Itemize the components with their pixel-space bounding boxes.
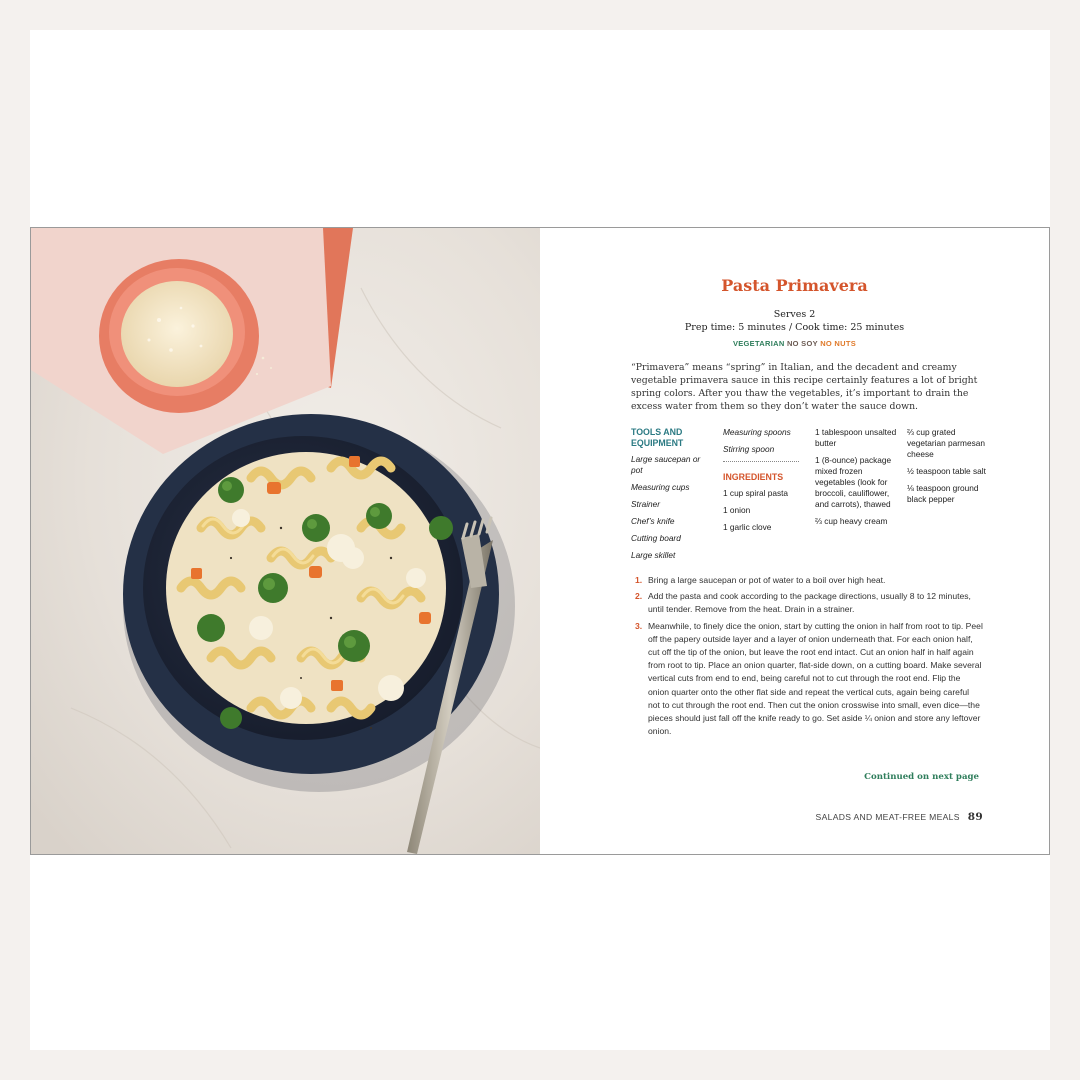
tag-vegetarian: VEGETARIAN [732,339,785,348]
ingredient-item: 1 garlic clove [723,522,772,532]
ingredient-item: 1 cup spiral pasta [723,488,789,498]
book-spread [30,227,1050,855]
page-number: 89 [967,811,983,823]
step-item [635,574,983,587]
tag-no-nuts: NO NUTS [820,339,857,348]
step-text: Add the pasta and cook according to the package directions, usually 8 to 12 minutes, until tender. Remove from the heat. Drain in a strainer. [648,591,971,615]
recipe-page [540,228,1049,854]
continued-note: Continued on next page [864,772,979,782]
ingredients-column-4 [907,427,987,511]
tool-item: Measuring cups [631,482,690,492]
ingredient-item: 1 tablespoon unsalted butter [815,427,897,448]
ingredient-item: ⅔ cup heavy cream [815,516,888,526]
tool-item: Cutting board [631,533,681,543]
tool-item: Stirring spoon [723,444,775,454]
step-item [635,620,983,739]
step-text: Bring a large saucepan or pot of water to a boil over high heat. [648,575,886,585]
footer-section: SALADS AND MEAT-FREE MEALS [815,812,960,822]
ingredients-heading: INGREDIENTS [723,472,784,482]
tools-ingredients-column-2 [723,427,803,539]
step-number: 3. [635,620,643,631]
step-number: 1. [635,575,643,585]
page-footer [816,811,983,823]
ingredient-item: 1 onion [723,505,751,515]
tool-item: Measuring spoons [723,427,791,437]
diet-tags [540,339,1049,348]
tools-column-1 [631,427,711,567]
ingredient-item: ⅛ teaspoon ground black pepper [907,483,979,504]
dotted-divider [723,461,799,462]
recipe-title: Pasta Primavera [721,276,868,295]
step-item [635,590,983,616]
step-text: Meanwhile, to finely dice the onion, start by cutting the onion in half from root to tip. Peel off the papery outside layer and a layer of onion underneath that. For each onion half, cut off the tip of the onion, but leave the root end intact. Cut an onion half in half again from root to tip. Place an onion quarter, flat-side down, on a cutting board. Make several vertical cuts from end to end, being careful not to cut through the root end. Flip the onion quarter onto the other flat side and repeat the vertical cuts, again being careful not to cut through the root end. Then cut the onion crosswise into small, even dice—the pieces should just fall off the knife ready to go. Set aside ¼ onion and store any leftover onion. [648,620,983,737]
tool-item: Strainer [631,499,661,509]
tool-item: Chef’s knife [631,516,675,526]
ingredient-item: 1 (8-ounce) package mixed frozen vegetables (look for broccoli, cauliflower, and carrots), thawed [815,455,892,509]
ingredients-column-3 [815,427,899,533]
ingredient-item: ½ teaspoon table salt [907,466,986,476]
tool-item: Large skillet [631,550,676,560]
tools-heading: TOOLS AND EQUIPMENT [631,427,684,448]
recipe-serves: Serves 2 [773,309,816,320]
recipe-photo [31,228,540,854]
recipe-times: Prep time: 5 minutes / Cook time: 25 minutes [684,322,905,333]
recipe-steps [635,574,983,741]
recipe-intro: “Primavera” means “spring” in Italian, and the decadent and creamy vegetable primavera sauce in this recipe certainly features a lot of bright spring colors. After you thaw the vegetables, it’s important to drain the excess water from them so they don’t water the sauce down. [631,362,978,412]
ingredient-item: ⅔ cup grated vegetarian parmesan cheese [907,427,985,459]
step-number: 2. [635,591,643,602]
tag-no-soy: NO SOY [786,339,818,348]
tool-item: Large saucepan or pot [631,454,701,475]
